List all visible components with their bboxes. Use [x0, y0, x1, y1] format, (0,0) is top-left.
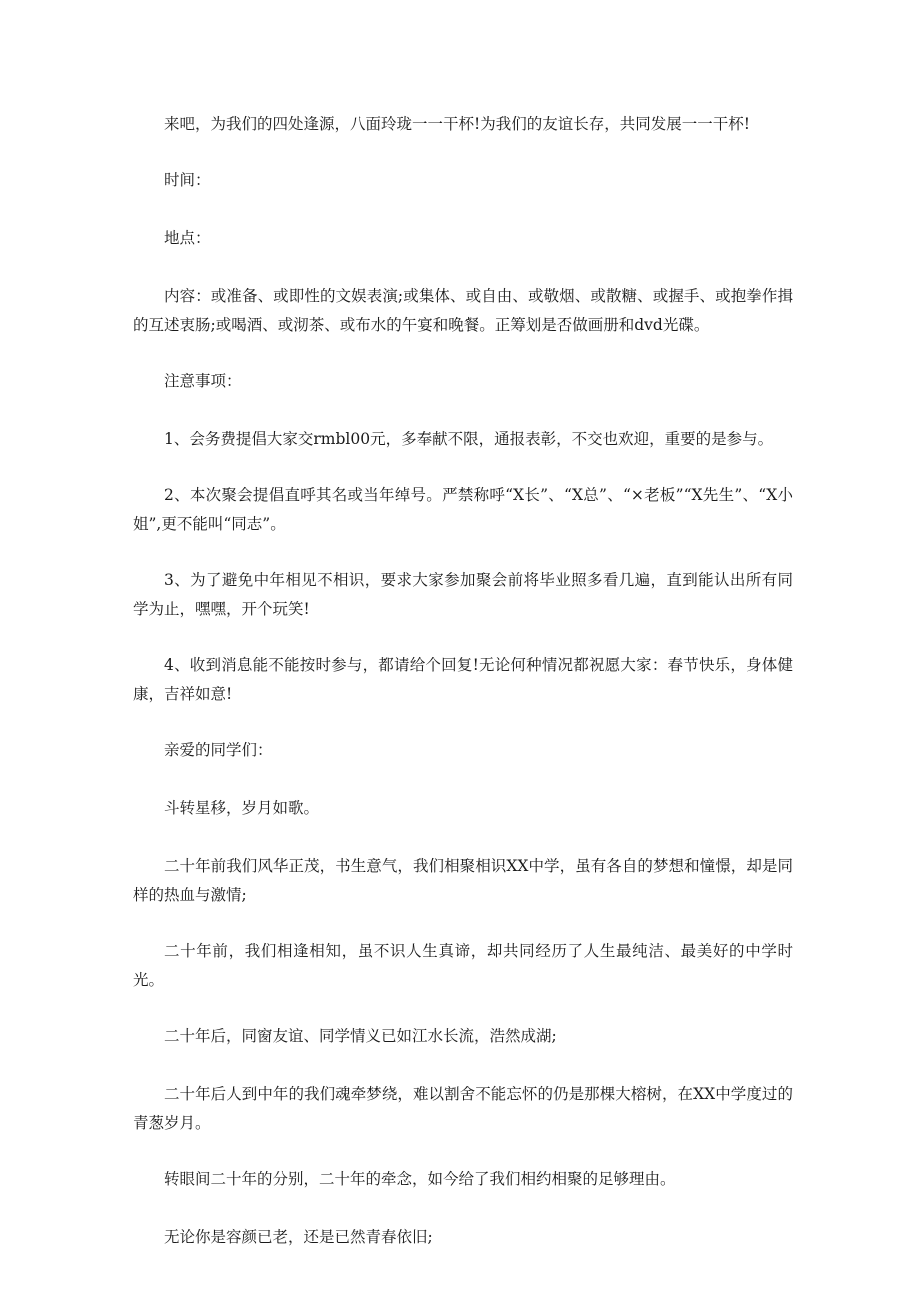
paragraph-notes-heading: 注意事项：: [164, 372, 242, 390]
paragraph-twenty-years-later-2: 二十年后人到中年的我们魂牵梦绕，难以割舍不能忘怀的仍是那棵大榕树，在XX中学度过的青葱岁月。: [133, 1085, 793, 1132]
paragraph-closing-line: 无论你是容颜已老，还是已然青春依旧;: [164, 1228, 433, 1246]
paragraph-greeting: 亲爱的同学们：: [164, 741, 273, 759]
paragraph-content: 内容：或准备、或即性的文娱表演;或集体、或自由、或敬烟、或散糖、或握手、或抱拳作揖的互述衷肠;或喝酒、或沏茶、或布水的午宴和晚餐。正筹划是否做画册和dvd光碟。: [133, 287, 793, 334]
paragraph-note-4: 4、收到消息能不能按时参与，都请给个回复!无论何种情况都祝愿大家：春节快乐，身体健康，吉祥如意!: [133, 656, 793, 703]
document-body: [133, 110, 793, 1281]
paragraph-opening: 斗转星移，岁月如歌。: [164, 799, 320, 817]
paragraph-twenty-years-ago-1: 二十年前我们风华正茂，书生意气，我们相聚相识XX中学，虽有各自的梦想和憧憬，却是同样的热血与激情;: [133, 857, 793, 904]
paragraph-note-1: 1、会务费提倡大家交rmbl00元，多奉献不限，通报表彰，不交也欢迎，重要的是参与。: [164, 430, 774, 448]
paragraph-location: 地点：: [164, 229, 211, 247]
paragraph-twenty-years-ago-2: 二十年前，我们相逢相知，虽不识人生真谛，却共同经历了人生最纯洁、最美好的中学时光。: [133, 942, 793, 989]
paragraph-time: 时间：: [164, 171, 211, 189]
paragraph-reunion-reason: 转眼间二十年的分别，二十年的牵念，如今给了我们相约相聚的足够理由。: [164, 1170, 676, 1188]
paragraph-note-2: 2、本次聚会提倡直呼其名或当年绰号。严禁称呼“X长”、“X总”、“×老板”“X先生”、“X小姐”,更不能叫“同志”。: [133, 486, 793, 533]
paragraph-twenty-years-later-1: 二十年后，同窗友谊、同学情义已如江水长流，浩然成湖;: [164, 1027, 557, 1045]
paragraph-toast: 来吧，为我们的四处逢源，八面玲珑一一干杯!为我们的友谊长存，共同发展一一干杯!: [164, 115, 750, 133]
paragraph-note-3: 3、为了避免中年相见不相识，要求大家参加聚会前将毕业照多看几遍，直到能认出所有同学为止，嘿嘿，开个玩笑!: [133, 571, 793, 618]
